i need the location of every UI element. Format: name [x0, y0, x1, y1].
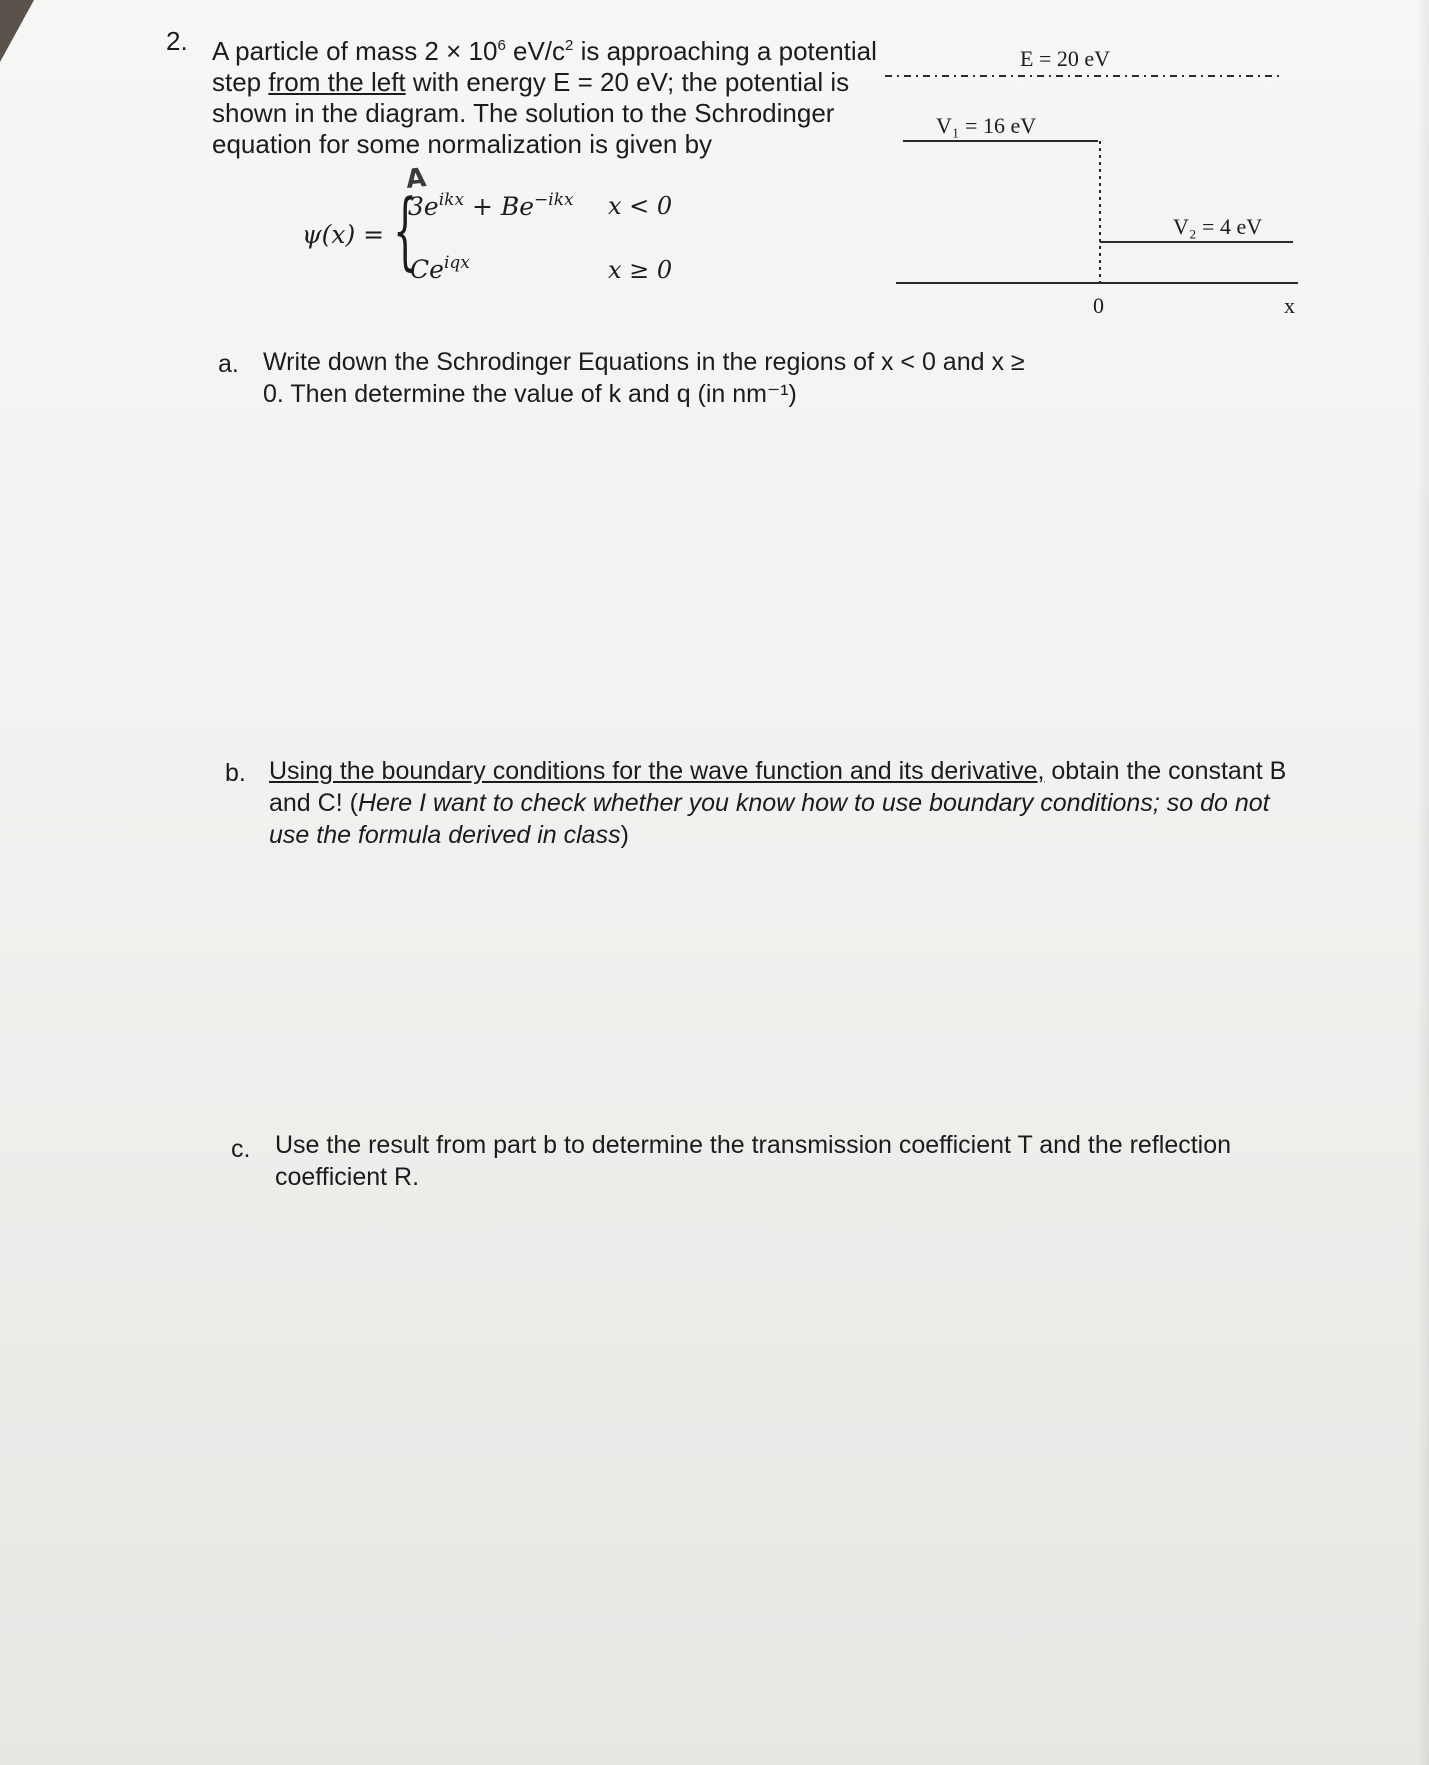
v2-label: V₂ = 4 eV	[1173, 214, 1263, 239]
x-axis-label: x	[1284, 293, 1295, 318]
paper-edge-shadow	[1417, 0, 1429, 1765]
part-b-label: b.	[225, 759, 246, 787]
potential-diagram-svg	[870, 30, 1310, 330]
question-text: A particle of mass $2 \times 10^6$ $eV/c^2$ is approaching a potential step from the left with energy E = 20 eV; the potential is shown in the diagram. The solution to the Schrodinger equation for some normalization is given by	[212, 36, 877, 159]
equation-lhs: ψ(x) =	[302, 220, 385, 249]
background-corner	[0, 0, 34, 62]
handwritten-annotation: A	[404, 163, 428, 195]
v1-label: V₁ = 16 eV	[936, 113, 1037, 138]
equation-condition-1: x < 0	[608, 192, 673, 220]
part-c-label: c.	[231, 1135, 251, 1163]
energy-label: E = 20 eV	[1020, 46, 1110, 71]
part-a-text: Write down the Schrodinger Equations in the regions of x < 0 and x ≥ 0. Then determine the value of k and q (in nm⁻¹)	[263, 348, 1025, 408]
equation-brace: {	[393, 181, 418, 279]
part-b-text: Using the boundary conditions for the wave function and its derivative, obtain the constant B and C! (Here I want to check whether you know how to use boundary conditions; so do not use the formula derived in class)	[269, 757, 1287, 849]
question-number: 2.	[166, 26, 188, 56]
part-a-label: a.	[218, 350, 239, 378]
potential-diagram	[870, 30, 1310, 330]
equation-line-2: $Ce^{iqx}$	[410, 253, 470, 284]
equation-condition-2: x ≥ 0	[608, 256, 673, 284]
origin-label: 0	[1093, 293, 1104, 318]
part-c-text: Use the result from part b to determine the transmission coefficient T and the reflection coefficient R.	[275, 1131, 1232, 1191]
equation-line-1: $3e^{ikx} + Be^{-ikx}$	[408, 190, 574, 221]
